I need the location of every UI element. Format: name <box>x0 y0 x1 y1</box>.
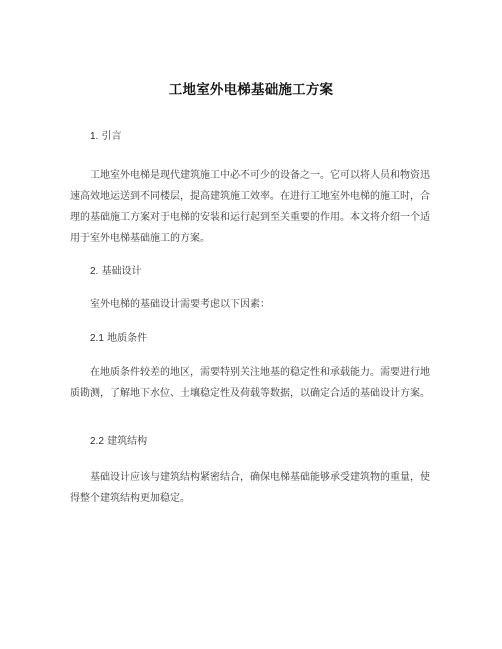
section-heading-2-1 <box>90 329 147 344</box>
section-number: 2. <box>90 266 99 277</box>
paragraph-design-intro <box>90 294 416 315</box>
paragraph-line: 理的基础施工方案对于电梯的安装和运行起到至关重要的作用。本文将介绍一个适 <box>70 212 430 223</box>
section-number: 1. <box>90 131 99 142</box>
paragraph-line: 基础设计应该与建筑结构紧密结合，确保电梯基础能够承受建筑物的重量，使 <box>90 472 430 483</box>
paragraph-line: 得整个建筑结构更加稳定。 <box>70 493 190 504</box>
paragraph-line: 室外电梯的基础设计需要考虑以下因素： <box>90 299 270 310</box>
document-title: 工地室外电梯基础施工方案 <box>168 82 334 98</box>
paragraph-line: 速高效地运送到不同楼层，提高建筑施工效率。在进行工地室外电梯的施工时，合 <box>70 191 430 202</box>
paragraph-structure <box>70 467 430 509</box>
paragraph-line: 在地质条件较差的地区，需要特别关注地基的稳定性和承载能力。需要进行地 <box>90 367 430 378</box>
paragraph-geology <box>70 362 430 404</box>
paragraph-intro <box>70 165 430 249</box>
section-title: 地质条件 <box>107 333 148 344</box>
section-number: 2.1 <box>90 333 104 344</box>
section-title: 引言 <box>101 131 122 142</box>
section-title: 建筑结构 <box>107 436 148 447</box>
section-heading-2-2 <box>90 432 147 447</box>
section-title: 基础设计 <box>101 266 142 277</box>
section-heading-1 <box>90 127 122 142</box>
section-number: 2.2 <box>90 436 104 447</box>
paragraph-line: 用于室外电梯基础施工的方案。 <box>70 233 210 244</box>
paragraph-line: 工地室外电梯是现代建筑施工中必不可少的设备之一。它可以将人员和物资迅 <box>90 170 430 181</box>
section-heading-2 <box>90 262 142 277</box>
paragraph-line: 质勘测，了解地下水位、土壤稳定性及荷载等数据，以确定合适的基础设计方案。 <box>70 388 430 399</box>
